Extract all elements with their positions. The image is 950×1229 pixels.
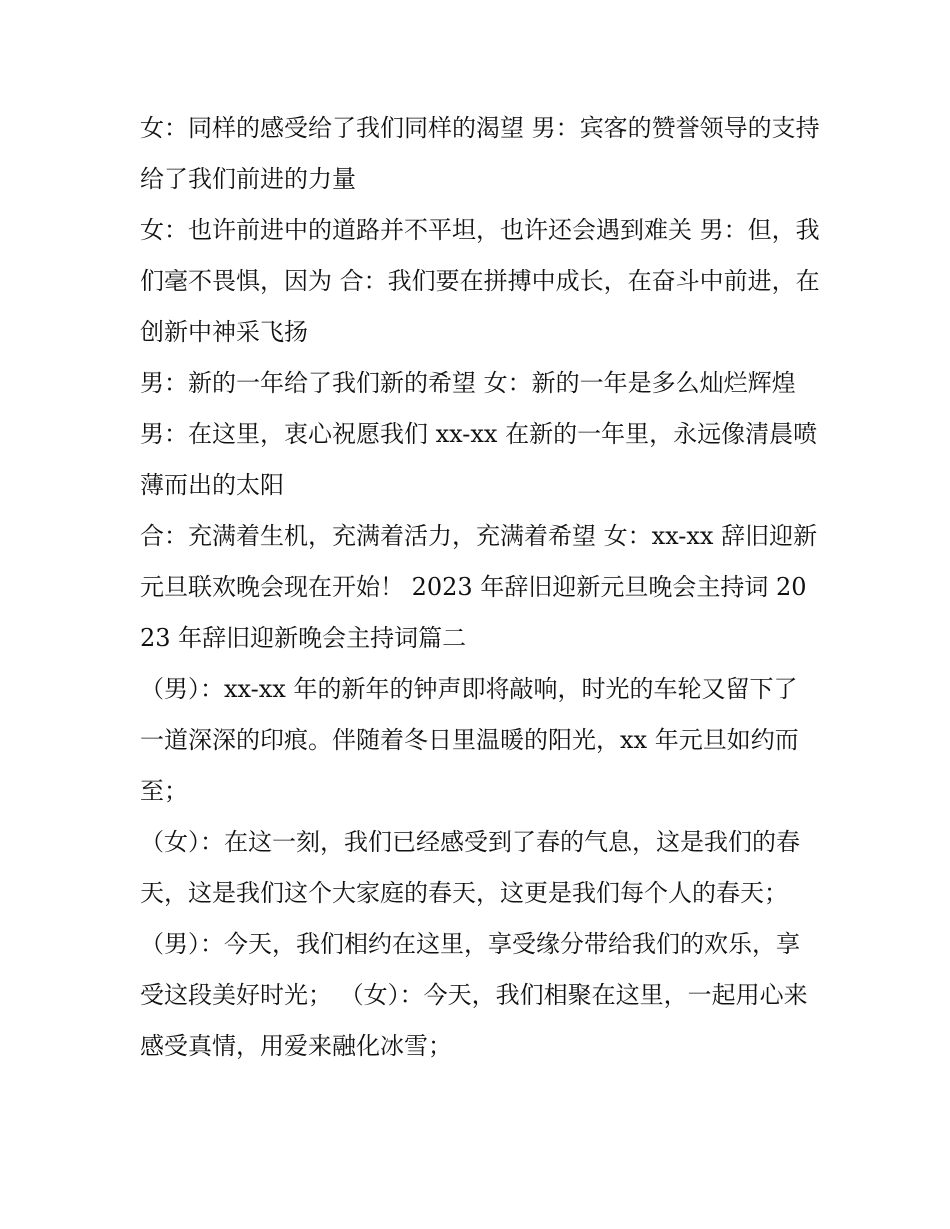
paragraph: 女：同样的感受给了我们同样的渴望 男：宾客的赞誉领导的支持给了我们前进的力量	[140, 114, 820, 193]
paragraph: （女）：在这一刻，我们已经感受到了春的气息，这是我们的春天，这是我们这个大家庭的春天，这更是我们每个人的春天；	[140, 828, 800, 907]
paragraph: 合：充满着生机，充满着活力，充满着希望 女：xx-xx 辞旧迎新元旦联欢晚会现在开始！ 2023 年辞旧迎新元旦晚会主持词 2023 年辞旧迎新晚会主持词篇二	[140, 522, 818, 652]
paragraph: 男：新的一年给了我们新的希望 女：新的一年是多么灿烂辉煌 男：在这里，衷心祝愿我们 xx-xx 在新的一年里，永远像清晨喷薄而出的太阳	[140, 369, 818, 499]
document-body	[140, 103, 820, 1072]
paragraph: （男）：今天，我们相约在这里，享受缘分带给我们的欢乐，享受这段美好时光； （女）：今天，我们相聚在这里，一起用心来感受真情，用爱来融化冰雪；	[140, 930, 808, 1060]
paragraph: 女：也许前进中的道路并不平坦，也许还会遇到难关 男：但，我们毫不畏惧，因为 合：我们要在拼搏中成长，在奋斗中前进，在创新中神采飞扬	[140, 216, 820, 346]
paragraph: （男）：xx-xx 年的新年的钟声即将敲响，时光的车轮又留下了一道深深的印痕。伴随着冬日里温暖的阳光，xx 年元旦如约而至；	[140, 675, 799, 805]
